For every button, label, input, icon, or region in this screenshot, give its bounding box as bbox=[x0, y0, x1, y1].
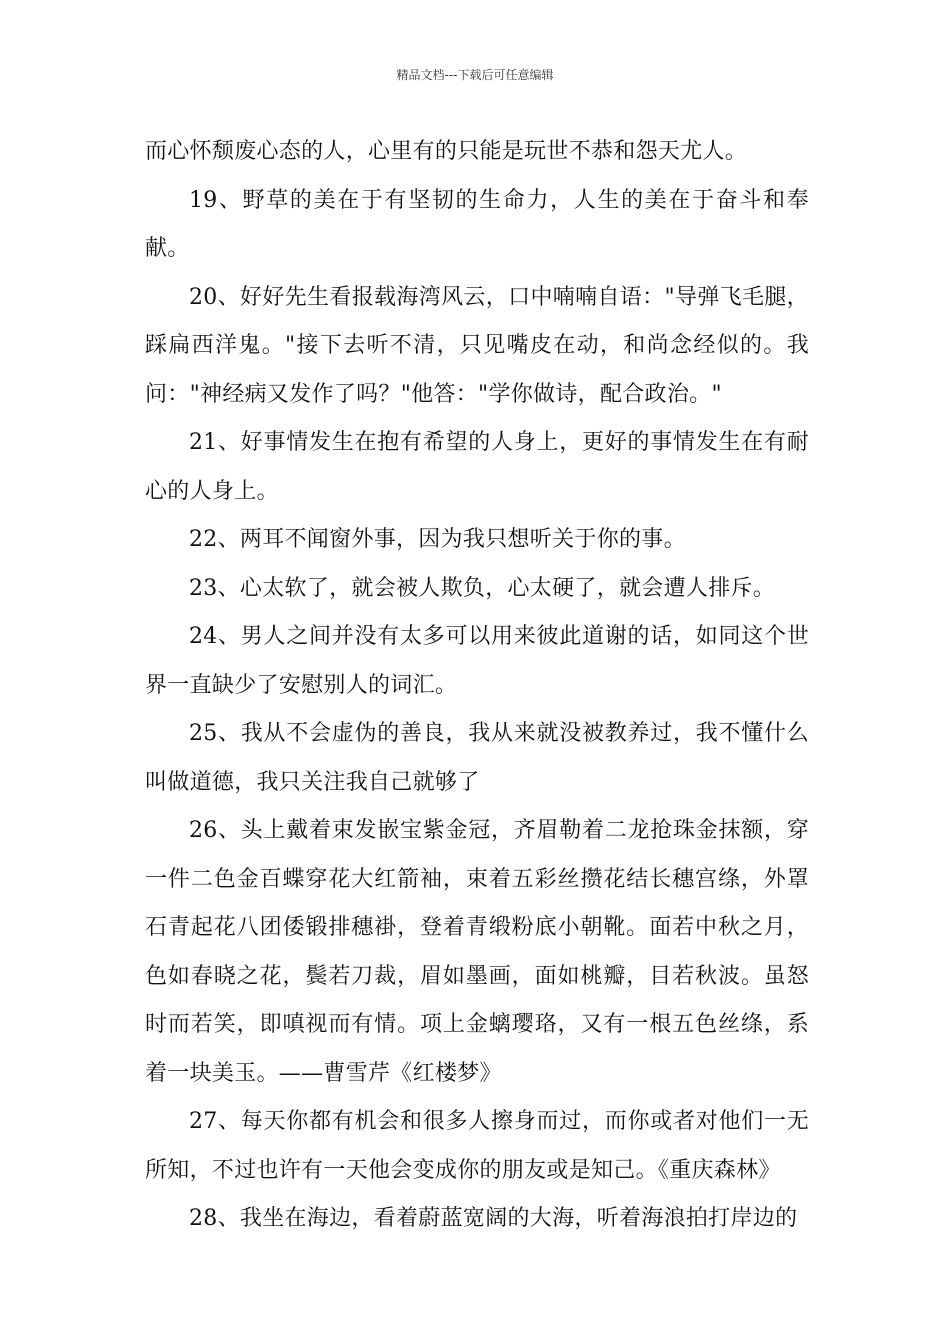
paragraph: 28、我坐在海边，看着蔚蓝宽阔的大海，听着海浪拍打岸边的 bbox=[189, 1206, 798, 1231]
paragraph: 27、每天你都有机会和很多人擦身而过，而你或者对他们一无所知，不过也许有一天他会变成你的朋友或是知己。《重庆森林》 bbox=[145, 1109, 809, 1183]
page-header: 精品文档---下载后可任意编辑 bbox=[396, 68, 554, 82]
paragraph: 而心怀颓废心态的人，心里有的只能是玩世不恭和怨天尤人。 bbox=[145, 139, 748, 164]
paragraph: 26、头上戴着束发嵌宝紫金冠，齐眉勒着二龙抢珠金抹额，穿一件二色金百蝶穿花大红箭袖，束着五彩丝攒花结长穗宫绦，外罩石青起花八团倭锻排穗褂，登着青缎粉底小朝靴。面若中秋之月，色如春晓之花，鬓若刀裁，眉如墨画，面如桃瓣，目若秋波。虽怒时而若笑，即嗔视而有情。项上金螭璎珞，又有一根五色丝绦，系着一块美玉。——曹雪芹《红楼梦》 bbox=[145, 818, 809, 1086]
document-body bbox=[145, 128, 809, 1244]
paragraph: 22、两耳不闻窗外事，因为我只想听关于你的事。 bbox=[189, 527, 686, 552]
paragraph: 20、好好先生看报载海湾风云，口中喃喃自语："导弹飞毛腿，踩扁西洋鬼。"接下去听不清，只见嘴皮在动，和尚念经似的。我问："神经病又发作了吗？"他答："学你做诗，配合政治。" bbox=[145, 284, 809, 407]
paragraph: 21、好事情发生在抱有希望的人身上，更好的事情发生在有耐心的人身上。 bbox=[145, 430, 809, 504]
paragraph: 25、我从不会虚伪的善良，我从来就没被教养过，我不懂什么叫做道德，我只关注我自己就够了 bbox=[145, 721, 809, 795]
paragraph: 24、男人之间并没有太多可以用来彼此道谢的话，如同这个世界一直缺少了安慰别人的词汇。 bbox=[145, 624, 809, 698]
paragraph: 23、心太软了，就会被人欺负，心太硬了，就会遭人排斥。 bbox=[189, 575, 776, 601]
paragraph: 19、野草的美在于有坚韧的生命力，人生的美在于奋斗和奉献。 bbox=[145, 187, 809, 261]
